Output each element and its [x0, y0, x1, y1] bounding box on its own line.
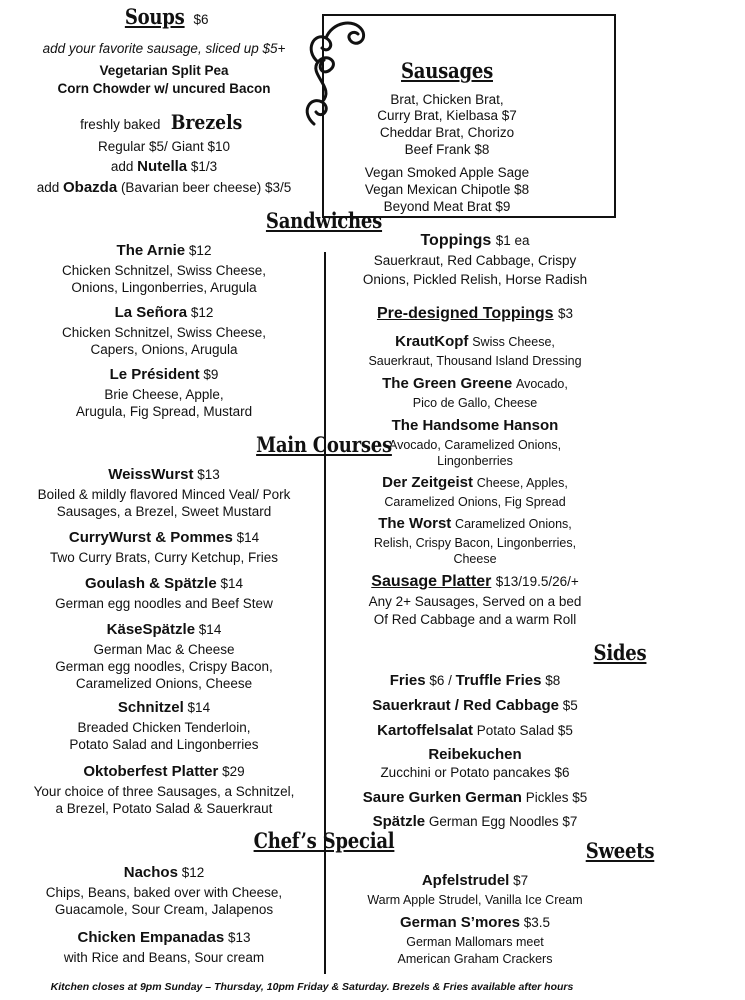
nutella-name: Nutella: [137, 158, 188, 175]
menu-item-price: $14: [198, 622, 222, 637]
sausage-line: Curry Brat, Kielbasa $7: [377, 108, 517, 123]
sausage-line: Brat, Chicken Brat,: [390, 92, 504, 107]
topping-inline: Swiss Cheese,: [472, 335, 555, 349]
menu-item-name: Goulash & Spätzle: [85, 575, 217, 592]
menu-item-desc: German Mac & Cheese: [93, 642, 235, 657]
menu-item-desc: Boiled & mildly flavored Minced Veal/ Pork: [37, 487, 291, 502]
menu-item-price: $12: [181, 865, 205, 880]
platter-desc: Of Red Cabbage and a warm Roll: [373, 612, 577, 627]
topping-heading: [330, 417, 620, 435]
menu-item-heading: [4, 621, 324, 638]
topping-desc: Pico de Gallo, Cheese: [412, 396, 538, 410]
menu-item-desc: Capers, Onions, Arugula: [90, 342, 238, 357]
sandwiches-title: Sandwiches: [265, 208, 383, 233]
nutella-pre: add: [110, 159, 134, 174]
menu-item-name: Le Président: [109, 366, 200, 383]
sausage-line: Beyond Meat Brat $9: [383, 199, 511, 214]
obazda-line: [4, 179, 324, 196]
topping-name: The Handsome Hanson: [391, 417, 559, 434]
topping-desc: Relish, Crispy Bacon, Lingonberries,: [373, 536, 577, 550]
side-item: [330, 813, 620, 830]
platter-name: Sausage Platter: [371, 573, 492, 590]
menu-item-name: Apfelstrudel: [421, 872, 510, 889]
soup-item: Vegetarian Split Pea: [99, 63, 229, 78]
topping-heading: [330, 375, 620, 393]
menu-item-name: CurryWurst & Pommes: [68, 529, 233, 546]
menu-item-desc: a Brezel, Potato Salad & Sauerkraut: [55, 801, 273, 816]
side-text: $6 /: [429, 673, 452, 688]
menu-item-desc: Warm Apple Strudel, Vanilla Ice Cream: [367, 893, 583, 907]
topping-name: Der Zeitgeist: [382, 474, 474, 491]
menu-item-desc: German egg noodles, Crispy Bacon,: [55, 659, 273, 674]
topping-name: The Green Greene: [382, 375, 513, 392]
side-name: Sauerkraut / Red Cabbage: [372, 697, 559, 714]
menu-item-desc: Chicken Schnitzel, Swiss Cheese,: [61, 263, 267, 278]
menu-item-name: The Arnie: [116, 242, 186, 259]
soups-note: add your favorite sausage, sliced up $5+: [42, 41, 286, 56]
menu-item-desc: Chips, Beans, baked over with Cheese,: [45, 885, 283, 900]
topping-desc: Avocado, Caramelized Onions,: [388, 438, 562, 452]
topping-name: KrautKopf: [395, 333, 469, 350]
menu-item-name: WeissWurst: [108, 466, 194, 483]
side-name: Kartoffelsalat: [377, 722, 473, 739]
side-text: Potato Salad $5: [476, 723, 573, 738]
menu-item-desc: German Mallomars meet: [406, 935, 544, 949]
soups-price: $6: [193, 12, 209, 27]
menu-item-heading: [330, 914, 620, 931]
menu-item-price: $13: [227, 930, 251, 945]
menu-item-price: $29: [222, 764, 245, 779]
topping-heading: [330, 515, 620, 533]
topping-inline: Cheese, Apples,: [476, 476, 568, 490]
topping-inline: Avocado,: [515, 377, 568, 391]
menu-item-heading: [4, 864, 324, 881]
menu-item-heading: [4, 699, 324, 716]
brezels-prefix: freshly baked: [80, 117, 161, 132]
menu-item-desc: German egg noodles and Beef Stew: [55, 596, 273, 611]
topping-heading: [330, 333, 620, 351]
menu-item-name: Chicken Empanadas: [77, 929, 225, 946]
sausage-line: Vegan Mexican Chipotle $8: [364, 182, 530, 197]
nutella-price: $1/3: [190, 159, 218, 174]
topping-inline: Caramelized Onions,: [455, 517, 572, 531]
toppings-desc: Onions, Pickled Relish, Horse Radish: [362, 272, 588, 287]
side-name: Truffle Fries: [455, 672, 542, 689]
menu-item-desc: Sausages, a Brezel, Sweet Mustard: [56, 504, 272, 519]
sausage-line: Cheddar Brat, Chorizo: [379, 125, 515, 140]
menu-item-price: $14: [187, 700, 211, 715]
menu-item-price: $14: [236, 530, 260, 545]
side-name: Spätzle: [372, 813, 426, 830]
platter-price: $13/19.5/26/+: [495, 574, 579, 589]
obazda-name: Obazda: [62, 179, 118, 196]
menu-item-name: Schnitzel: [117, 699, 184, 716]
side-text: Pickles $5: [525, 790, 588, 805]
side-name: Saure Gurken German: [362, 789, 522, 806]
menu-item-desc: Breaded Chicken Tenderloin,: [77, 720, 251, 735]
menu-item-heading: [4, 366, 324, 383]
menu-item-desc: Caramelized Onions, Cheese: [75, 676, 253, 691]
brezels-title: Brezels: [170, 110, 243, 134]
soup-item: Corn Chowder w/ uncured Bacon: [57, 81, 271, 96]
menu-item-price: $9: [203, 367, 219, 382]
menu-item-name: La Señora: [114, 304, 188, 321]
menu-item-heading: [4, 529, 324, 546]
menu-item-heading: [4, 466, 324, 483]
sweets-title: Sweets: [585, 838, 655, 863]
footer-note: Kitchen closes at 9pm Sunday – Thursday, 10pm Friday & Saturday. Brezels & Fries available after hours: [50, 981, 574, 993]
menu-item-desc: Two Curry Brats, Curry Ketchup, Fries: [49, 550, 279, 565]
menu-item-name: Nachos: [123, 864, 178, 881]
column-divider: [324, 252, 326, 974]
side-item: [330, 722, 620, 739]
topping-desc: Caramelized Onions, Fig Spread: [384, 495, 566, 509]
predesigned-price: $3: [558, 306, 574, 321]
topping-name: The Worst: [378, 515, 452, 532]
side-text: Zucchini or Potato pancakes $6: [380, 765, 570, 780]
menu-item-desc: Your choice of three Sausages, a Schnitzel,: [33, 784, 295, 799]
side-name: Fries: [389, 672, 426, 689]
sausage-line: Vegan Smoked Apple Sage: [364, 165, 530, 180]
predesigned-heading: [330, 305, 620, 323]
topping-desc: Sauerkraut, Thousand Island Dressing: [368, 354, 582, 368]
menu-item-desc: with Rice and Beans, Sour cream: [63, 950, 265, 965]
obazda-pre: add: [36, 180, 60, 195]
menu-item-price: $7: [513, 873, 529, 888]
side-item: [330, 672, 620, 689]
nutella-line: [4, 158, 324, 175]
soups-title: Soups: [124, 4, 185, 29]
sausage-line: Beef Frank $8: [404, 142, 490, 157]
menu-item-heading: [4, 763, 324, 780]
menu-item-desc: American Graham Crackers: [397, 952, 553, 966]
obazda-desc: (Bavarian beer cheese) $3/5: [120, 180, 292, 195]
side-name: Reibekuchen: [428, 746, 522, 763]
topping-desc: Cheese: [453, 552, 497, 566]
main-courses-title: Main Courses: [256, 432, 392, 457]
sausages-title: Sausages: [401, 58, 493, 83]
menu-item-heading: [330, 872, 620, 889]
sides-title: Sides: [593, 640, 647, 665]
brezels-line: Regular $5/ Giant $10: [97, 139, 231, 154]
chef-special-title: Chef’s Special: [253, 828, 395, 853]
menu-item-price: $12: [188, 243, 212, 258]
platter-heading: [330, 573, 620, 591]
platter-desc: Any 2+ Sausages, Served on a bed: [368, 594, 582, 609]
menu-item-desc: Brie Cheese, Apple,: [104, 387, 224, 402]
menu-item-price: $12: [190, 305, 214, 320]
toppings-price: $1 ea: [495, 233, 530, 248]
menu-item-desc: Potato Salad and Lingonberries: [69, 737, 259, 752]
topping-desc: Lingonberries: [437, 454, 513, 468]
menu-item-name: Oktoberfest Platter: [83, 763, 219, 780]
menu-item-price: $14: [220, 576, 243, 591]
menu-item-heading: [4, 575, 324, 592]
brezels-heading: [4, 110, 324, 134]
toppings-name: Toppings: [420, 232, 492, 249]
menu-item-name: KäseSpätzle: [106, 621, 196, 638]
menu-item-price: $3.5: [523, 915, 551, 930]
menu-item-desc: Chicken Schnitzel, Swiss Cheese,: [61, 325, 267, 340]
menu-item-desc: Guacamole, Sour Cream, Jalapenos: [54, 902, 274, 917]
side-text: German Egg Noodles $7: [428, 814, 578, 829]
toppings-desc: Sauerkraut, Red Cabbage, Crispy: [373, 253, 577, 268]
predesigned-name: Pre-designed Toppings: [376, 305, 554, 322]
side-text: $8: [545, 673, 561, 688]
toppings-heading: [330, 232, 620, 250]
menu-item-desc: Onions, Lingonberries, Arugula: [71, 280, 257, 295]
menu-item-heading: [4, 304, 324, 321]
side-item: [330, 789, 620, 806]
topping-heading: [330, 474, 620, 492]
menu-item-desc: Arugula, Fig Spread, Mustard: [75, 404, 253, 419]
soups-section: [4, 4, 324, 29]
menu-item-heading: [4, 242, 324, 259]
side-item: [330, 764, 620, 781]
side-item: [330, 746, 620, 763]
menu-item-heading: [4, 929, 324, 946]
side-item: [330, 697, 620, 714]
menu-item-price: $13: [197, 467, 220, 482]
side-text: $5: [562, 698, 578, 713]
menu-item-name: German S’mores: [399, 914, 520, 931]
